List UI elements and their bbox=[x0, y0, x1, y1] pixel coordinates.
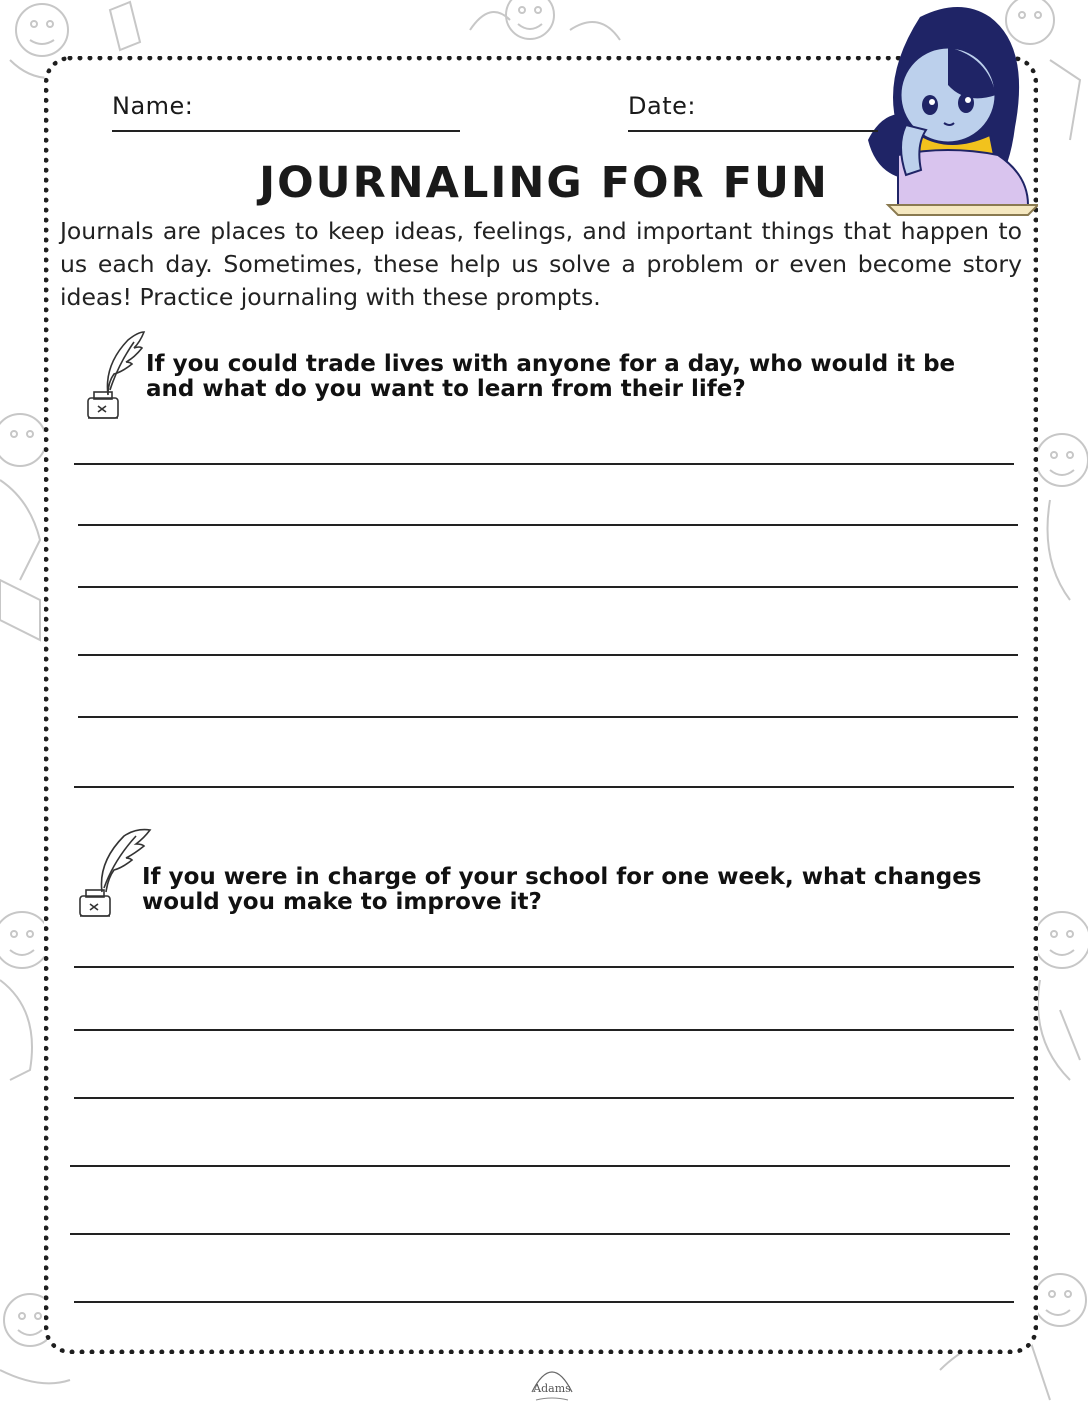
answer-line[interactable] bbox=[70, 1165, 1010, 1167]
intro-paragraph: Journals are places to keep ideas, feelings, and important things that happen to us each day. Sometimes, these help us solve a problem or even become story ideas! Practice journaling with these prompts. bbox=[60, 217, 1022, 311]
answer-line[interactable] bbox=[74, 1301, 1014, 1303]
date-field[interactable] bbox=[628, 130, 878, 132]
name-label: Name: bbox=[112, 92, 194, 120]
prompt-1-text: If you could trade lives with anyone for a day, who would it be and what do you want to learn from their life? bbox=[146, 351, 956, 402]
answer-line[interactable] bbox=[78, 716, 1018, 718]
answer-line[interactable] bbox=[74, 1029, 1014, 1031]
date-label: Date: bbox=[628, 92, 696, 120]
answer-line[interactable] bbox=[74, 966, 1014, 968]
quill-inkwell-icon bbox=[72, 826, 152, 920]
answer-line[interactable] bbox=[74, 1097, 1014, 1099]
quill-inkwell-icon bbox=[76, 330, 146, 422]
answer-line[interactable] bbox=[78, 524, 1018, 526]
publisher-logo bbox=[526, 1370, 578, 1404]
prompt-2-text: If you were in charge of your school for one week, what changes would you make to improve it? bbox=[142, 864, 982, 915]
name-field[interactable] bbox=[112, 130, 460, 132]
page-title: JOURNALING FOR FUN bbox=[259, 158, 829, 208]
svg-text:Adams: Adams bbox=[533, 1382, 571, 1395]
answer-line[interactable] bbox=[78, 586, 1018, 588]
answer-line[interactable] bbox=[74, 463, 1014, 465]
answer-line[interactable] bbox=[74, 786, 1014, 788]
answer-line[interactable] bbox=[70, 1233, 1010, 1235]
answer-line[interactable] bbox=[78, 654, 1018, 656]
